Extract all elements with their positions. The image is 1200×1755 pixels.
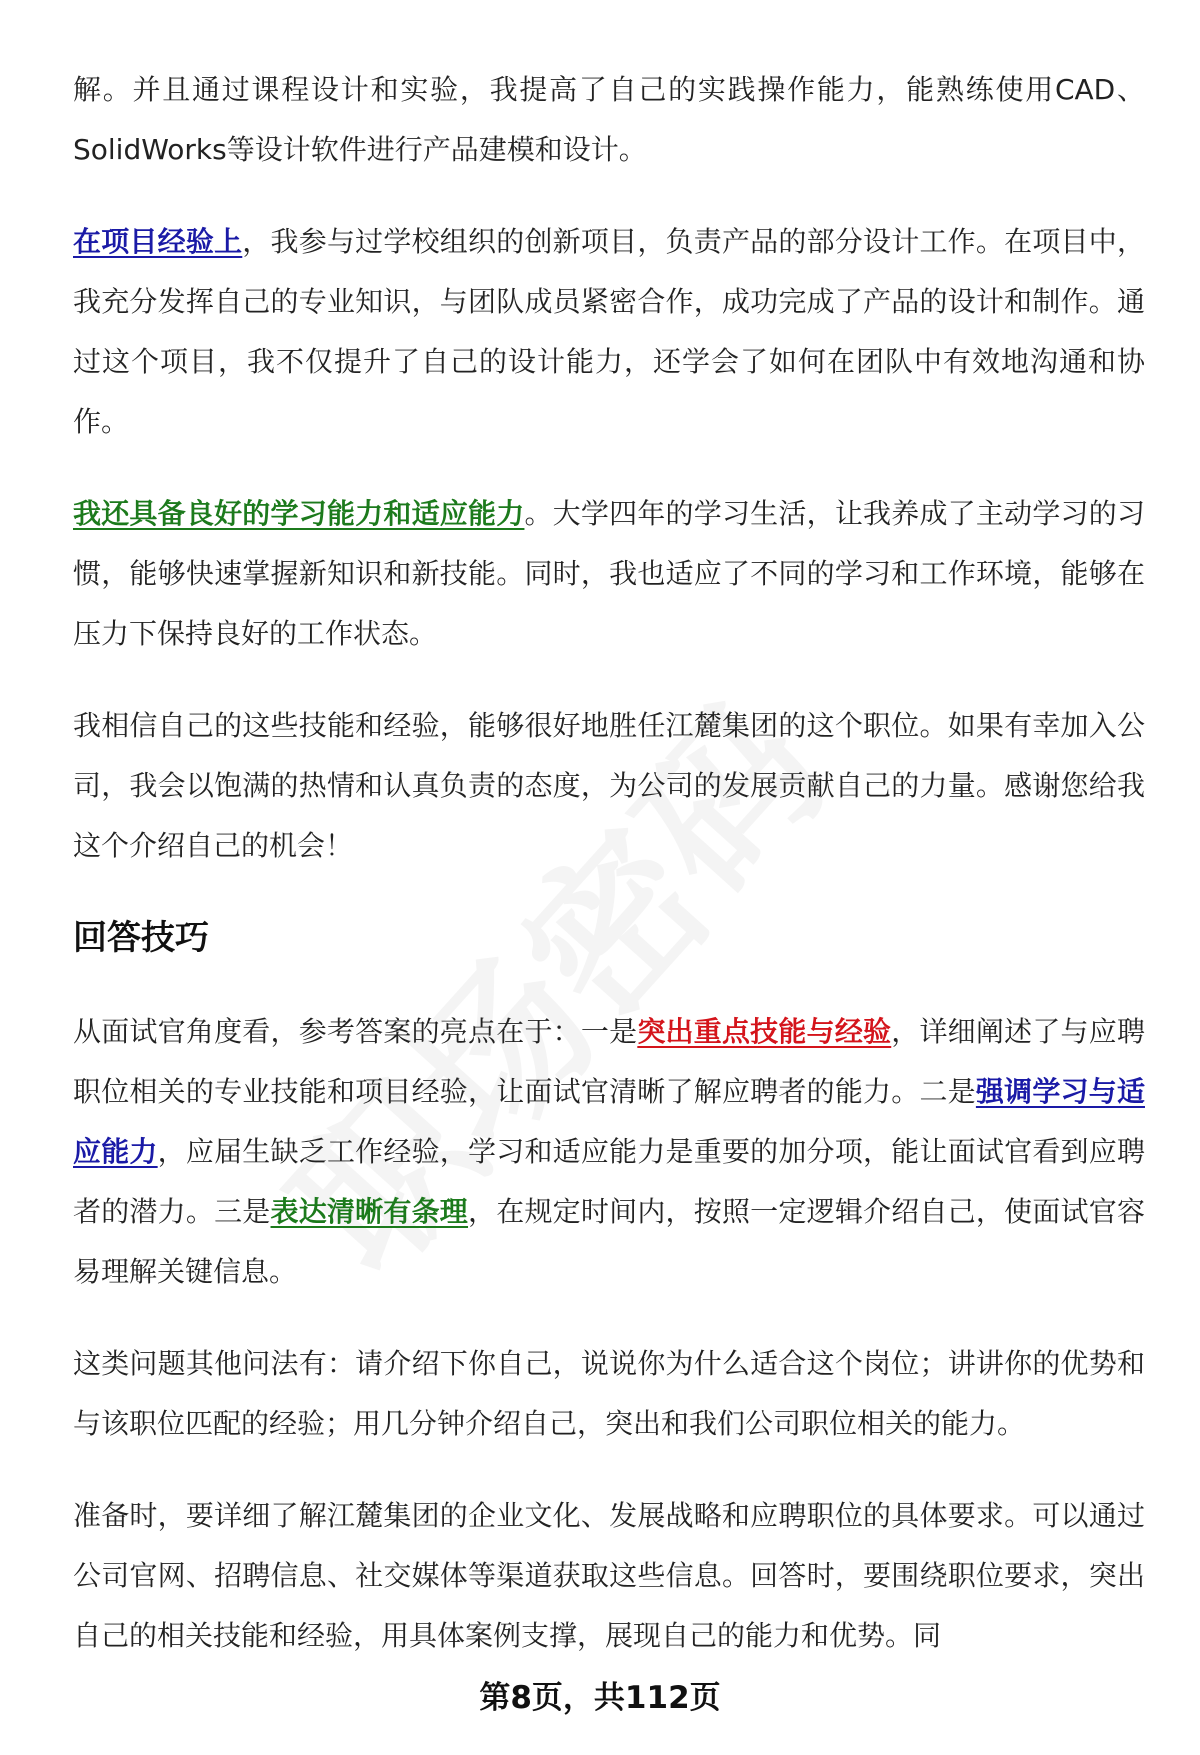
paragraph-learning-ability — [73, 484, 1145, 664]
section-title: 回答技巧 — [73, 918, 209, 958]
paragraph-text: 这类问题其他问法有：请介绍下你自己，说说你为什么适合这个岗位；讲讲你的优势和与该职位匹配的经验；用几分钟介绍自己，突出和我们公司职位相关的能力。 — [73, 1347, 1145, 1440]
highlight-clear-expression: 表达清晰有条理 — [270, 1195, 469, 1228]
paragraph-alternative-questions — [73, 1334, 1145, 1454]
paragraph-text: 从面试官角度看，参考答案的亮点在于：一是 — [73, 1015, 638, 1048]
document-page — [73, 60, 1145, 1698]
paragraph-closing — [73, 696, 1145, 876]
highlight-learning-ability: 我还具备良好的学习能力和适应能力 — [73, 497, 525, 530]
paragraph — [73, 60, 1145, 180]
paragraph-project-experience — [73, 212, 1145, 452]
paragraph-text: 我相信自己的这些技能和经验，能够很好地胜任江麓集团的这个职位。如果有幸加入公司，我会以饱满的热情和认真负责的态度，为公司的发展贡献自己的力量。感谢您给我这个介绍自己的机会！ — [73, 709, 1145, 862]
highlight-project-experience: 在项目经验上 — [73, 225, 243, 258]
paragraph-text: ，详细阐述了与应聘职位相关的专业技能和项目经验，让面试官清晰了解应聘者的能力。二是 — [73, 1015, 1145, 1108]
paragraph-tips-highlights — [73, 1002, 1145, 1302]
paragraph-text: 。大学四年的学习生活，让我养成了主动学习的习惯，能够快速掌握新知识和新技能。同时，我也适应了不同的学习和工作环境，能够在压力下保持良好的工作状态。 — [73, 497, 1145, 650]
paragraph-text: 解。并且通过课程设计和实验，我提高了自己的实践操作能力，能熟练使用CAD、SolidWorks等设计软件进行产品建模和设计。 — [73, 73, 1145, 166]
paragraph-text: 准备时，要详细了解江麓集团的企业文化、发展战略和应聘职位的具体要求。可以通过公司官网、招聘信息、社交媒体等渠道获取这些信息。回答时，要围绕职位要求，突出自己的相关技能和经验，用具体案例支撑，展现自己的能力和优势。同 — [73, 1499, 1145, 1652]
paragraph-preparation — [73, 1486, 1145, 1666]
paragraph-text: ，在规定时间内，按照一定逻辑介绍自己，使面试官容易理解关键信息。 — [73, 1195, 1145, 1288]
paragraph-text: ，我参与过学校组织的创新项目，负责产品的部分设计工作。在项目中，我充分发挥自己的专业知识，与团队成员紧密合作，成功完成了产品的设计和制作。通过这个项目，我不仅提升了自己的设计能力，还学会了如何在团队中有效地沟通和协作。 — [73, 225, 1145, 438]
highlight-key-skills: 突出重点技能与经验 — [637, 1015, 892, 1048]
page-number: 第8页，共112页 — [479, 1680, 721, 1716]
highlight-learning-adapt: 强调学习与适应能力 — [73, 1075, 1145, 1168]
paragraph-text: ，应届生缺乏工作经验，学习和适应能力是重要的加分项，能让面试官看到应聘者的潜力。三是 — [73, 1135, 1145, 1228]
